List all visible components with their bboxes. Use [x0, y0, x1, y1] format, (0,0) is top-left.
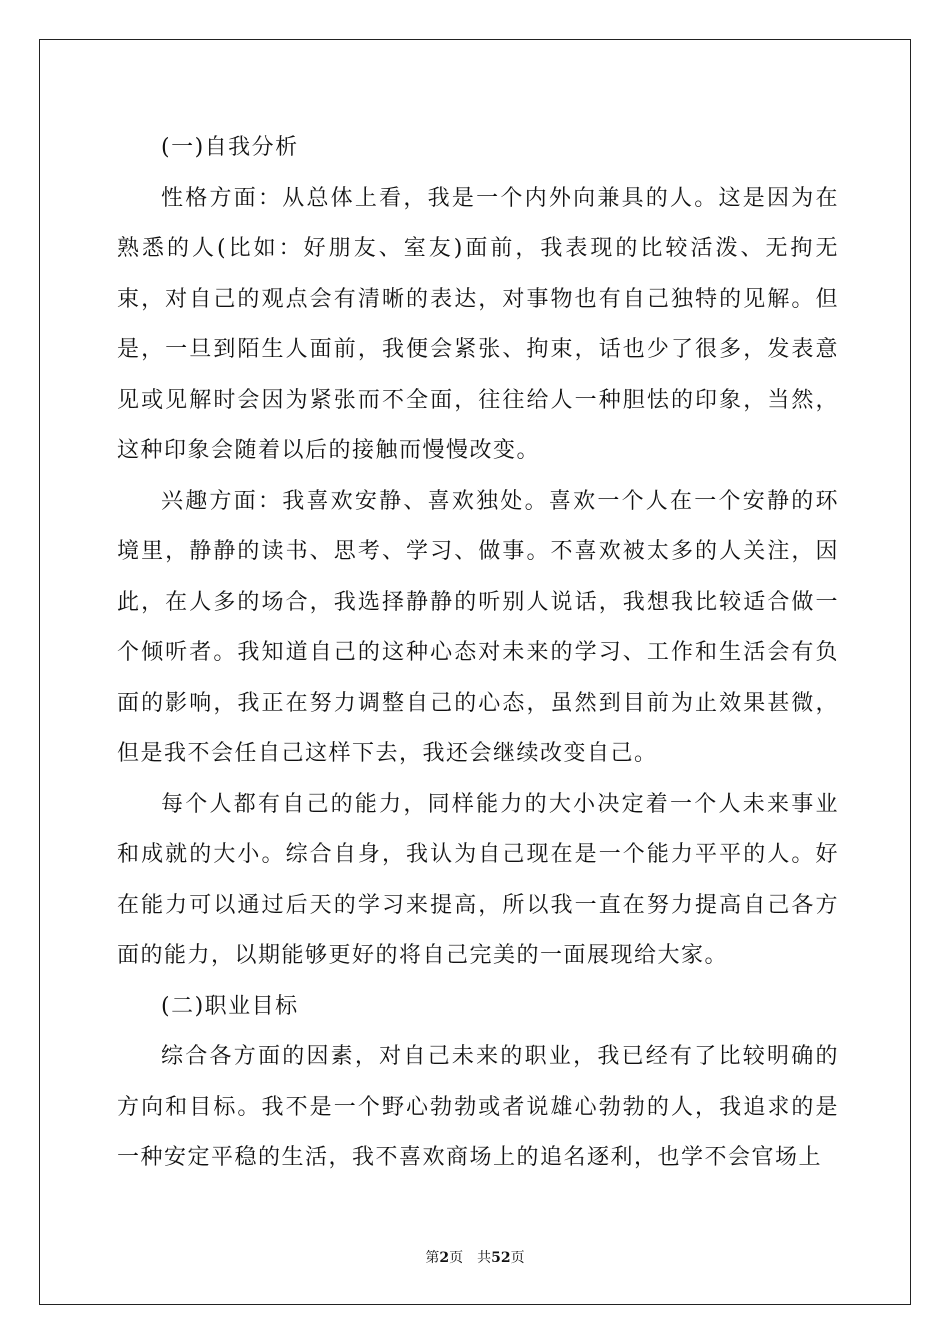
- footer-page-prefix: 第: [425, 1250, 440, 1266]
- paragraph-personality: 性格方面：从总体上看，我是一个内外向兼具的人。这是因为在熟悉的人(比如：好朋友、室友)面前，我表现的比较活泼、无拘无束，对自己的观点会有清晰的表达，对事物也有自己独特的见解。但是，一旦到陌生人面前，我便会紧张、拘束，话也少了很多，发表意见或见解时会因为紧张而不全面，往往给人一种胆怯的印象，当然，这种印象会随着以后的接触而慢慢改变。: [117, 185, 839, 463]
- footer-total-suffix: 页: [510, 1250, 525, 1266]
- section-heading-self-analysis: (一)自我分析: [161, 135, 299, 160]
- paragraph-interests: 兴趣方面：我喜欢安静、喜欢独处。喜欢一个人在一个安静的环境里，静静的读书、思考、学习、做事。不喜欢被太多的人关注，因此，在人多的场合，我选择静静的听别人说话，我想我比较适合做一个倾听者。我知道自己的这种心态对未来的学习、工作和生活会有负面的影响，我正在努力调整自己的心态，虽然到目前为止效果甚微，但是我不会任自己这样下去，我还会继续改变自己。: [117, 488, 839, 766]
- paragraph-career-goal: 综合各方面的因素，对自己未来的职业，我已经有了比较明确的方向和目标。我不是一个野心勃勃或者说雄心勃勃的人，我追求的是一种安定平稳的生活，我不喜欢商场上的追名逐利，也学不会官场上: [117, 1044, 839, 1170]
- page-footer: [0, 1247, 950, 1267]
- paragraph-abilities: 每个人都有自己的能力，同样能力的大小决定着一个人未来事业和成就的大小。综合自身，我认为自己现在是一个能力平平的人。好在能力可以通过后天的学习来提高，所以我一直在努力提高自己各方面的能力，以期能够更好的将自己完美的一面展现给大家。: [117, 791, 839, 968]
- section-heading-career-goal: (二)职业目标: [161, 993, 299, 1019]
- footer-total-prefix: 共: [477, 1250, 492, 1266]
- footer-page-suffix: 页: [449, 1250, 464, 1266]
- footer-page-number: 2: [439, 1250, 450, 1266]
- document-body: [117, 123, 839, 1184]
- footer-total-pages: 52: [491, 1250, 511, 1266]
